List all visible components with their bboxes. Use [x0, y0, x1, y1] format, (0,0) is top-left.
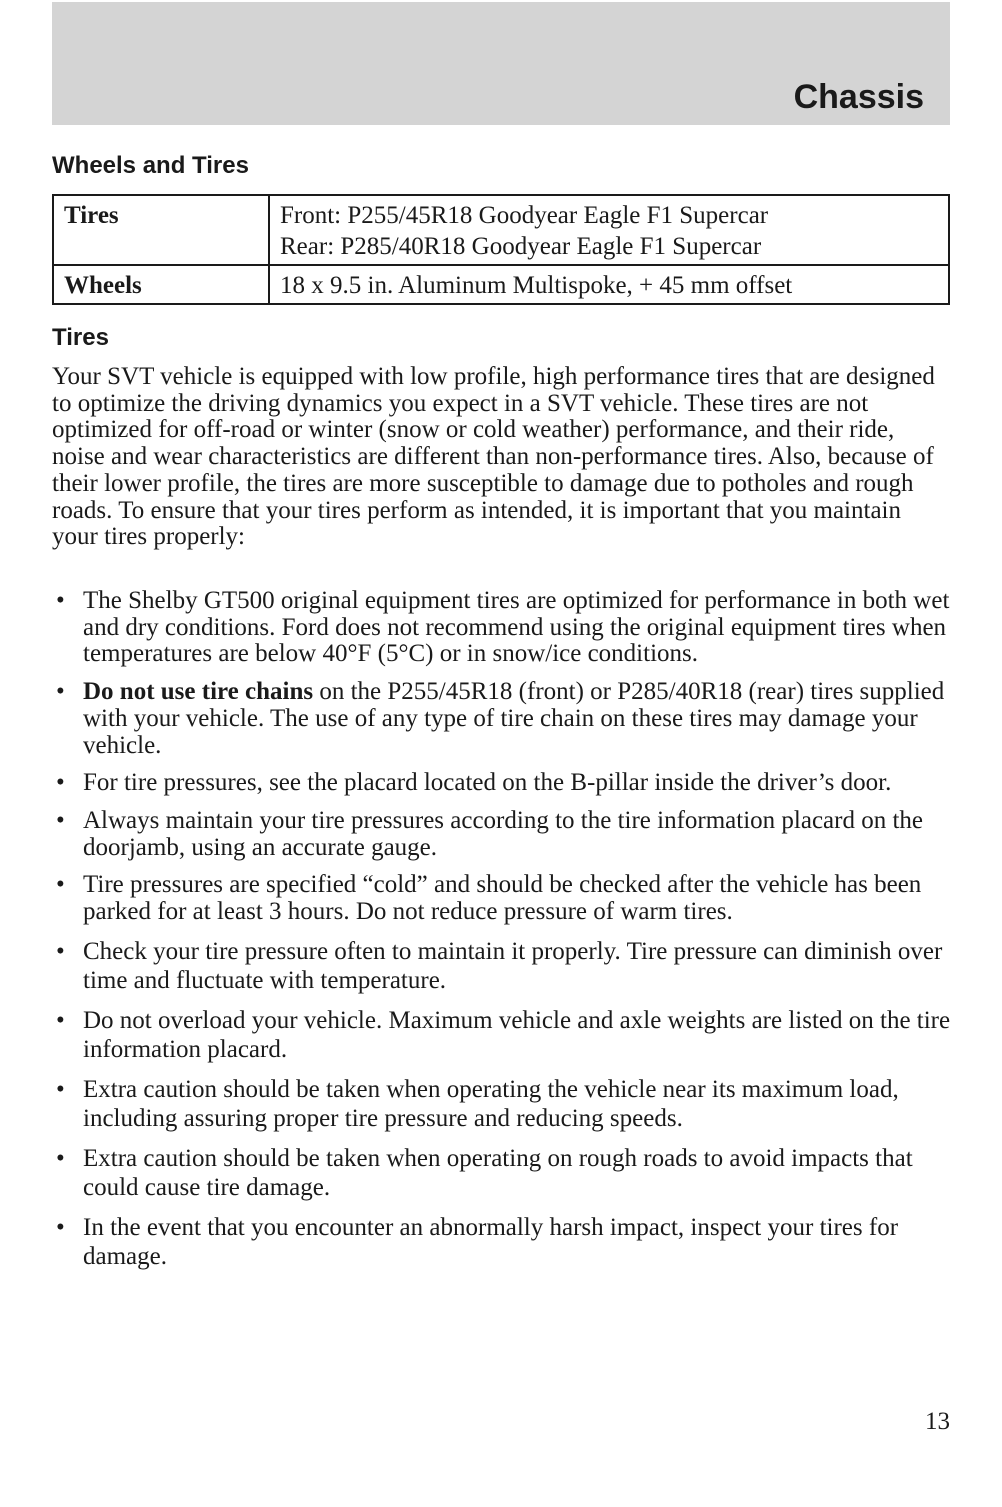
table-value-wheels	[269, 265, 949, 304]
tires-intro-paragraph: Your SVT vehicle is equipped with low profile, high performance tires that are designed to optimize the driving dynamics you expect in a SVT vehicle. These tires are not optimized for off-road or winter (snow or cold weather) performance, and their ride, noise and wear characteristics are different than non-performance tires. Also, because of their lower profile, the tires are more susceptible to damage due to potholes and rough roads. To ensure that your tires perform as intended, it is important that you maintain your tires properly:	[52, 363, 935, 551]
bullet-icon: •	[56, 1213, 65, 1241]
chapter-title: Chassis	[793, 78, 924, 116]
section-heading-wheels-and-tires: Wheels and Tires	[52, 152, 249, 179]
wheels-tires-spec-table	[52, 194, 950, 305]
list-item-text: Tire pressures are specified “cold” and should be checked after the vehicle has been parked for at least 3 hours. Do not reduce pressure of warm tires.	[83, 871, 922, 926]
table-value-line: Front: P255/45R18 Goodyear Eagle F1 Supercar	[280, 202, 769, 229]
list-item	[52, 679, 952, 759]
list-item-text: The Shelby GT500 original equipment tires are optimized for performance in both wet and dry conditions. Ford does not recommend using the original equipment tires when temperatures are below 40°F (5°C) or in snow/ice conditions.	[83, 587, 950, 668]
tire-care-list	[52, 588, 952, 1282]
table-label-wheels: Wheels	[53, 265, 269, 304]
list-item-text: Extra caution should be taken when operating the vehicle near its maximum load, including assuring proper tire pressure and reducing speeds.	[83, 1075, 899, 1132]
list-item	[52, 872, 952, 925]
list-item-text: Do not overload your vehicle. Maximum vehicle and axle weights are listed on the tire information placard.	[83, 1006, 951, 1063]
list-item	[52, 1006, 952, 1064]
list-item	[52, 1144, 952, 1202]
list-item	[52, 808, 952, 861]
list-item-text: on the P255/45R18 (front) or P285/40R18 (rear) tires supplied with your vehicle. The use of any type of tire chain on these tires may damage your vehicle.	[83, 678, 945, 759]
table-value-line: Rear: P285/40R18 Goodyear Eagle F1 Supercar	[280, 233, 762, 260]
list-item	[52, 1075, 952, 1133]
bullet-icon: •	[56, 937, 65, 965]
bullet-icon: •	[56, 1144, 65, 1172]
list-item	[52, 937, 952, 995]
bullet-icon: •	[56, 806, 65, 834]
table-label-tires: Tires	[53, 195, 269, 265]
list-item-text: Check your tire pressure often to maintain it properly. Tire pressure can diminish over time and fluctuate with temperature.	[83, 937, 943, 994]
list-item-text: In the event that you encounter an abnormally harsh impact, inspect your tires for damage.	[83, 1213, 899, 1270]
bullet-icon: •	[56, 1006, 65, 1034]
page-number: 13	[925, 1408, 950, 1435]
list-item	[52, 1213, 952, 1271]
table-value-line: 18 x 9.5 in. Aluminum Multispoke, + 45 mm offset	[280, 272, 793, 299]
table-row-tires	[53, 195, 949, 265]
table-value-tires	[269, 195, 949, 265]
list-item-text: Always maintain your tire pressures according to the tire information placard on the doorjamb, using an accurate gauge.	[83, 806, 924, 861]
bullet-icon: •	[56, 871, 65, 899]
table-row-wheels	[53, 265, 949, 304]
bullet-icon: •	[56, 587, 65, 614]
list-item	[52, 588, 952, 668]
bullet-icon: •	[56, 769, 65, 797]
list-item-text: For tire pressures, see the placard located on the B-pillar inside the driver’s door.	[83, 769, 892, 797]
bullet-icon: •	[56, 678, 65, 706]
section-heading-tires: Tires	[52, 324, 109, 351]
list-item	[52, 770, 952, 797]
chapter-header	[52, 2, 950, 125]
list-item-text: Extra caution should be taken when operating on rough roads to avoid impacts that could cause tire damage.	[83, 1144, 913, 1201]
list-item-emphasis: Do not use tire chains	[83, 678, 314, 706]
bullet-icon: •	[56, 1075, 65, 1103]
